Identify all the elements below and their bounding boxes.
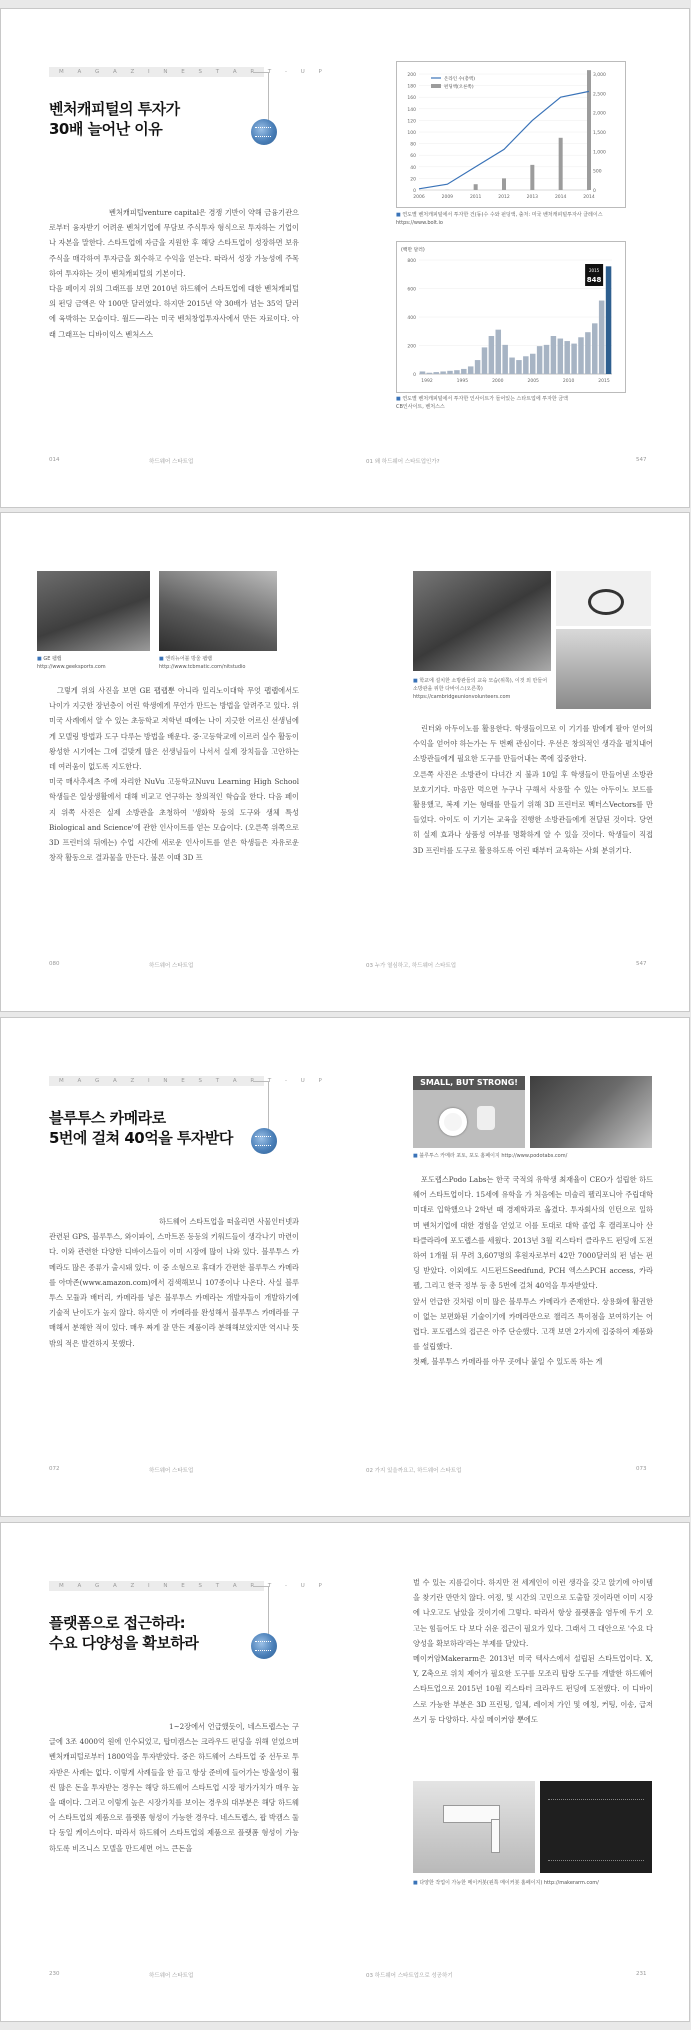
tag-connector xyxy=(254,1081,269,1130)
chart-title: (백만 달러) xyxy=(401,248,425,253)
bar xyxy=(537,346,542,374)
bar xyxy=(489,336,494,374)
running-head: 03 하드웨어 스타트업으로 성공하기 xyxy=(366,1973,453,1979)
body-text: 린터와 아두이노를 활용한다. 학생들이므로 이 기기를 밤에게 팔아 얻어의 수익을 얻어야 하는가는 두 번째 관심이다. 우선은 창의적인 생각을 펼치내어 소방관들에게 필요한 도구를 만들어내는 쪽에 집중한다. 오른쪽 사진은 소방관이 다녀간 지 불과 10일 후 학생들이 만들어낸 소방관 보호기기다. 마음만 먹으면 누구나 구해서 사용할 수 있는 아두이노 보드를 활용했고, 복제 기는 형태를 만들기 위해 3D 프린터로 벡터스Vectors를 만들었다. 아이도 이 기기는 교육을 진행한 소방관들에게 전달된 것이다. 당연히 실제 효과나 상품성 여부를 명확하게 알 수 있을 것이다. 학생들이 직접 3D 프린터를 도구로 활용하도록 어린 때부터 교육하는 사회 분위기다. xyxy=(413,724,653,855)
photo-podo-camera-ad xyxy=(413,1076,525,1148)
y-tick-label: 140 xyxy=(407,107,416,113)
spread-3 xyxy=(0,1017,690,1517)
x-tick-label: 2006 xyxy=(413,195,425,200)
y-tick-label: 800 xyxy=(407,259,416,264)
y-tick-label: 400 xyxy=(407,316,416,321)
bar xyxy=(606,266,611,374)
bar xyxy=(530,354,535,374)
y-tick-label: 100 xyxy=(407,131,416,136)
caption-text: 연도별 벤처캐피털에서 투자한 인사이트가 들어있는 스타트업에 투자한 금액 xyxy=(402,396,569,402)
running-head: 01 왜 하드웨어 스타트업인가? xyxy=(366,459,440,465)
chart-caption xyxy=(396,395,636,411)
x-tick-label: 2005 xyxy=(527,379,539,384)
page-left xyxy=(1,1523,346,2023)
body-text: 포도랩스Podo Labs는 한국 국적의 유학생 최재율이 CEO가 설립한 하드웨어 스타트업이다. 15세에 유학을 가 처음에는 미술리 펠리포니아 주립대학 미대로 입학했으나 2학년 때 경제학과로 옮겼다. 투자회사의 인턴으로 일하며 벤처기업에 대한 경험을 얻었고 이를 토대로 대학 졸업 후 캘리포니아 산타클라라에 포도랩스를 세웠다. 2013년 3월 킥스타터 클라우드 펀딩에 도전하여 1개월 뒤 무려 3,607명의 후원자로부터 42만 7000달러의 펀 넘는 펀딩 받았다. 이외에도 시드펀드Seedfund, PCH 엑스스PCH access, 카라펠, 그리고 한국 정부 등 총 5번에 걸쳐 40억을 투자받았다. 앞서 언급한 것처럼 이미 많은 블루투스 카메라가 존재한다. 상용화에 활권한이 없는 보편화된 기술이기에 카메라만으로 챌리즈 특이점을 보여하기는 어렵다. 포도랩스의 접근은 아주 단순했다. 고객 보면 2가지에 집중하여 제품화를 설립했다. 첫째, 블루투스 카메라를 아무 곳에나 붙일 수 있도록 하는 게 xyxy=(413,1175,653,1367)
highlight-year: 2015 xyxy=(589,268,600,273)
bar xyxy=(516,360,521,374)
page-number: 547 xyxy=(636,457,647,463)
x-tick-label: 1992 xyxy=(421,379,433,384)
bar xyxy=(544,345,549,374)
page-right xyxy=(346,1523,691,2023)
highlight-value: 848 xyxy=(586,276,602,284)
x-tick-label: 2009 xyxy=(441,195,454,200)
chart-caption xyxy=(396,211,636,227)
y-tick-label: 60 xyxy=(410,154,416,160)
x-tick-label: 2011 xyxy=(469,195,482,200)
caption-url: https://www.bolt.io xyxy=(396,220,443,226)
y-tick-label: 20 xyxy=(410,177,416,183)
y2-tick-label: 2,500 xyxy=(593,92,606,98)
x-tick-label: 2012 xyxy=(498,195,510,200)
bar xyxy=(578,337,583,374)
y-tick-label: 200 xyxy=(407,73,416,78)
y2-tick-label: 3,000 xyxy=(593,73,606,78)
series-line xyxy=(419,91,589,188)
ad-headline: SMALL, BUT STRONG! xyxy=(413,1076,525,1090)
bar xyxy=(523,356,528,374)
bar xyxy=(502,345,507,374)
spread-1 xyxy=(0,8,690,508)
y2-tick-label: 500 xyxy=(593,169,602,175)
photo-device-top xyxy=(556,571,651,626)
bar xyxy=(559,138,563,190)
page-right xyxy=(346,9,691,509)
photo-ge-fablab xyxy=(37,571,150,651)
bar xyxy=(587,70,591,190)
x-tick-label: 2000 xyxy=(492,379,504,384)
y-tick-label: 80 xyxy=(410,142,416,148)
page-left xyxy=(1,513,346,1013)
y-tick-label: 0 xyxy=(413,189,416,194)
body-text: 벌 수 있는 지름길이다. 하지만 전 세계인이 이런 생각을 갖고 앉기에 아이템을 찾기란 만만치 않다. 여정, 및 시간의 고민으로 도출할 것이라면 이미 시장에 나오고도 남았을 것이기에 그렇다. 따라서 항상 플랫폼을 염두에 두기 오고는 힘들어도 다 보다 쉬운 접근이 필요가 있다. 그래서 그 대안으로 '수요 다양성을 확보하라'라는 부제를 달았다. 메이커암Makerarm은 2013년 미국 텍사스에서 설립된 스타트업이다. X, Y, Z축으로 위치 제어가 필요한 도구를 모조리 탑랑 도구를 개발한 하드웨어 스타트업으로 2015년 10월 킥스타터 크라우드 펀딩에 도전했다. 이 디바이스로 가능한 부분은 3D 프린팅, 일체, 레이저 가인 및 에칭, 커팅, 이송, 급저 쓰기 등 다양하다. 사실 메이커암 뿐에도 xyxy=(413,1578,653,1724)
bar xyxy=(564,341,569,374)
device-arm xyxy=(491,1819,500,1853)
tools-grid xyxy=(548,1799,644,1861)
y-tick-label: 180 xyxy=(407,84,416,90)
bar xyxy=(496,330,501,374)
section-tag: M A G A Z I N E S T A R T - U P xyxy=(49,1581,264,1591)
section-tag: M A G A Z I N E S T A R T - U P xyxy=(49,1076,264,1086)
caption-url: CB인사이트, 벤처스스 xyxy=(396,404,445,410)
x-tick-label: 2014 xyxy=(583,195,595,200)
globe-icon xyxy=(251,1633,277,1659)
y2-tick-label: 2,000 xyxy=(593,111,606,117)
photo-device-worn xyxy=(556,629,651,709)
bar xyxy=(461,369,466,374)
spread-4 xyxy=(0,1522,690,2022)
device-shape xyxy=(588,589,624,615)
photo-caption: ■ GE 팹랩 http://www.geeksports.com xyxy=(37,656,106,670)
body-text: 1~2장에서 언급했듯이, 네스트랩스는 구글에 3조 4000억 원에 인수되었고, 탑미캠스는 크라우드 펀딩을 위해 얻었으며 벤처캐피털로부터 1800억을 투자받았다. 중은 하드웨어 스타트업 중 선두로 투자받은 사례는 없다. 이렇게 사례들을 한 들고 항상 준비에 들어가는 방울성이 훨씬 많은 돈을 투자받는 경우는 해당 하드웨어 스타트업 시장 평가가치가 매우 높을 때이다. 그러고 이렇게 높은 시장가치를 보이는 경우의 대부분은 해당 하드웨어 스타트업의 제품으로 플랫폼 형성이 가능한 경우다. 네스트랩스, 팝 박캠스 둘 다 동일 케이스이다. 따라서 하드웨어 스타트업의 제품으로 플랫폼 형성이 가능하도록 비즈니스 모델을 만드세면 어느 큰돈을 xyxy=(49,1722,299,1853)
running-head: 02 가지 있을까요고, 하드웨어 스타트업 xyxy=(366,1468,462,1474)
bullet-icon: ■ xyxy=(396,396,403,402)
page-number: 230 xyxy=(49,1971,60,1977)
legend-swatch xyxy=(431,84,441,88)
photo-caption: ■ 블루투스 카메라 포토, 포도 홈페이지 http://www.podotabs.com/ xyxy=(413,1153,568,1159)
y-tick-label: 160 xyxy=(407,96,416,102)
tag-connector xyxy=(254,72,269,121)
camera-icon xyxy=(439,1108,467,1136)
photo-firefighters-class xyxy=(413,571,551,671)
bar xyxy=(502,178,506,190)
photo-caption: ■ 학교에 설치한 소방관들의 교육 모습(위쪽), 이것 외 만들어 소방관을 위한 다바이스(오른쪽) https://cambridgeunionvolunteers.com xyxy=(413,678,548,700)
body-text: 벤처캐피털venture capital은 경쟁 기반이 약해 금융기관으로부터 융자받기 어려운 벤처기업에 무담보 주식투자 형식으로 투자하는 기업이나 자본을 말한다. 스타트업에 자금을 지원한 후 해당 스타트업이 성장하면 보유 주식을 매각하여 투자금을 회수하고 수익을 얻는다. 따라서 성장 가능성에 주목하여 투자하는 것이 벤처캐피털의 기본이다. 다음 페이지 위의 그래프를 보면 2010년 하드웨어 스타트업에 대한 벤처캐피털의 펀딩 금액은 약 100만 달러였다. 하지만 2015년 약 30배가 넘는 35억 달러에 육박하는 모습이다. 월드──라는 미국 벤처창업투자사에서 만든 자료이다. 아래 그래프는 디바이익스 벤처스스 xyxy=(49,208,299,339)
page-number: 231 xyxy=(636,1971,647,1977)
running-head: 하드웨어 스타트업 xyxy=(149,459,194,465)
bar xyxy=(420,371,425,374)
y-tick-label: 120 xyxy=(407,119,416,125)
chapter-title: 플랫폼으로 접근하라: 수요 다양성을 확보하라 xyxy=(49,1614,199,1652)
bar xyxy=(585,332,590,374)
page-right xyxy=(346,513,691,1013)
bar xyxy=(599,301,604,374)
body-text: 하드웨어 스타트업을 떠올리면 사물인터넷과 관련된 GPS, 블루투스, 와이파이, 스마트폰 등등의 키워드들이 생각나기 마련이다. 이와 관련한 다양한 디바이스들이 이미 시장에 많이 나와 있다. 블루투스 카메라도 많은 종류가 출시돼 있다. 이 중 소형으로 휴대가 간편한 블루투스 카메라를 아마존(www.amazon.com)에서 검색해보니 107종이나 나온다. 사실 블루투스 모듈과 배터리, 카메라를 넣은 블루투스 카메라는 개발자들이 개발하기에 기술적 난이도가 높지 않다. 하지만 이 카메라를 완성해서 블루투스 카메라를 구매해서 분해한 적이 있다. 매우 짜게 잘 만든 제품이라 분해해보았지만 역시나 뜻밖의 적은 발견하지 못했다. xyxy=(49,1217,299,1348)
y-tick-label: 600 xyxy=(407,287,416,293)
chapter-title: 블루투스 카메라로 5번에 걸쳐 40억을 투자받다 xyxy=(49,1109,233,1147)
x-tick-label: 1995 xyxy=(456,379,469,384)
x-tick-label: 2010 xyxy=(562,379,575,384)
globe-icon xyxy=(251,1128,277,1154)
bar xyxy=(447,371,452,374)
page-number: 073 xyxy=(636,1466,647,1472)
bar xyxy=(433,372,438,374)
bar xyxy=(509,358,514,374)
y2-tick-label: 1,500 xyxy=(593,131,606,136)
page-number: 014 xyxy=(49,457,60,463)
page-number: 547 xyxy=(636,961,647,967)
page-left xyxy=(1,9,346,509)
running-head: 하드웨어 스타트업 xyxy=(149,963,194,969)
funding-bar-chart xyxy=(396,241,626,393)
page-right xyxy=(346,1018,691,1518)
photo-camera-hand xyxy=(530,1076,652,1148)
section-tag: M A G A Z I N E S T A R T - U P xyxy=(49,67,264,77)
tag-connector xyxy=(254,1586,269,1635)
bar xyxy=(592,323,597,374)
camera-icon xyxy=(477,1106,495,1130)
x-tick-label: 2015 xyxy=(598,379,610,384)
y2-tick-label: 1,000 xyxy=(593,150,606,156)
photo-illinois-fablab xyxy=(159,571,277,651)
bullet-icon: ■ xyxy=(396,212,403,218)
page-number: 080 xyxy=(49,961,60,967)
photo-caption: ■ 다양한 작업이 가능한 메이커봇(왼쪽 메이커봇 홈페이지) http://makerarm.com/ xyxy=(413,1880,599,1886)
running-head: 하드웨어 스타트업 xyxy=(149,1468,194,1474)
x-tick-label: 2014 xyxy=(554,195,567,200)
photo-makerarm-device xyxy=(413,1781,535,1873)
y-tick-label: 0 xyxy=(413,373,416,378)
bar xyxy=(558,339,563,374)
x-tick-label: 2013 xyxy=(526,195,539,200)
bar xyxy=(468,366,473,374)
bar xyxy=(474,184,478,190)
globe-icon xyxy=(251,119,277,145)
bar xyxy=(482,347,487,374)
bar xyxy=(530,165,534,190)
y-tick-label: 200 xyxy=(407,344,416,350)
chapter-title: 벤처캐피털의 투자가 30배 늘어난 이유 xyxy=(49,100,180,138)
page-number: 072 xyxy=(49,1466,60,1472)
photo-makerarm-tools xyxy=(540,1781,652,1873)
spread-2 xyxy=(0,512,690,1012)
legend-label: 펀딩액(오른쪽) xyxy=(444,85,474,90)
funding-line-chart xyxy=(396,61,626,208)
bar xyxy=(440,371,445,374)
bar xyxy=(571,344,576,374)
bar xyxy=(454,370,459,374)
photo-caption: ■ 앤리뉴어블 방울 팹랩 http://www.tcbmatic.com/nitstudio xyxy=(159,656,246,670)
legend-label: 온라인 수(총액) xyxy=(444,77,476,82)
caption-text: 연도별 벤처캐피털에서 투자한 건(동)수 수와 펀딩액, 출처: 미국 벤처캐피털투자사 클레이스 xyxy=(402,212,603,218)
body-text: 그렇게 위의 사진을 보면 GE 팹랩뿐 아니라 일리노이대학 무엇 팹랩에서도 나이가 지긋한 장년층이 어린 학생에게 무언가 만드는 방법을 알려주고 있다. 위 미국 사례에서 알 수 있는 초등학교 저학년 때에는 나이 지긋한 어르신 선생님에게 모델링 방법과 도구 다루는 방법을 배운다. 중·고등학교에 이르러 실수 활동이 왕성한 시기에는 그에 걸맞게 많은 선생님들이 나서서 실제 장치들을 고안하는 데 여러움이 없도록 지도한다. 미국 매사추세츠 주에 자리한 NuVu 고등학교Nuvu Learning High School 학생들은 일상생활에서 대해 비교고 연구하는 창의적인 학습을 한다. 다음 페이지 위쪽 사진은 실제 소방관을 초청하여 '생화학 등의 도구와 생체 특성Biological and Science'에 관한 인사이트를 얻는 모습이다. (오른쪽 위쪽으로 3D 프린터의 뒤에는) 수업 시간에 새로운 인사이트를 얻은 학생들은 자유로운 창작 활동으로 결과물을 만든다. 불론 이때 3D 프 xyxy=(49,686,299,863)
running-head: 하드웨어 스타트업 xyxy=(149,1973,194,1979)
running-head: 03 누가 열심하고, 하드웨어 스타트업 xyxy=(366,963,457,969)
page-left xyxy=(1,1018,346,1518)
bar xyxy=(475,360,480,374)
bar xyxy=(427,373,432,374)
bar xyxy=(551,336,556,374)
y-tick-label: 40 xyxy=(410,165,416,171)
y2-tick-label: 0 xyxy=(593,189,596,194)
